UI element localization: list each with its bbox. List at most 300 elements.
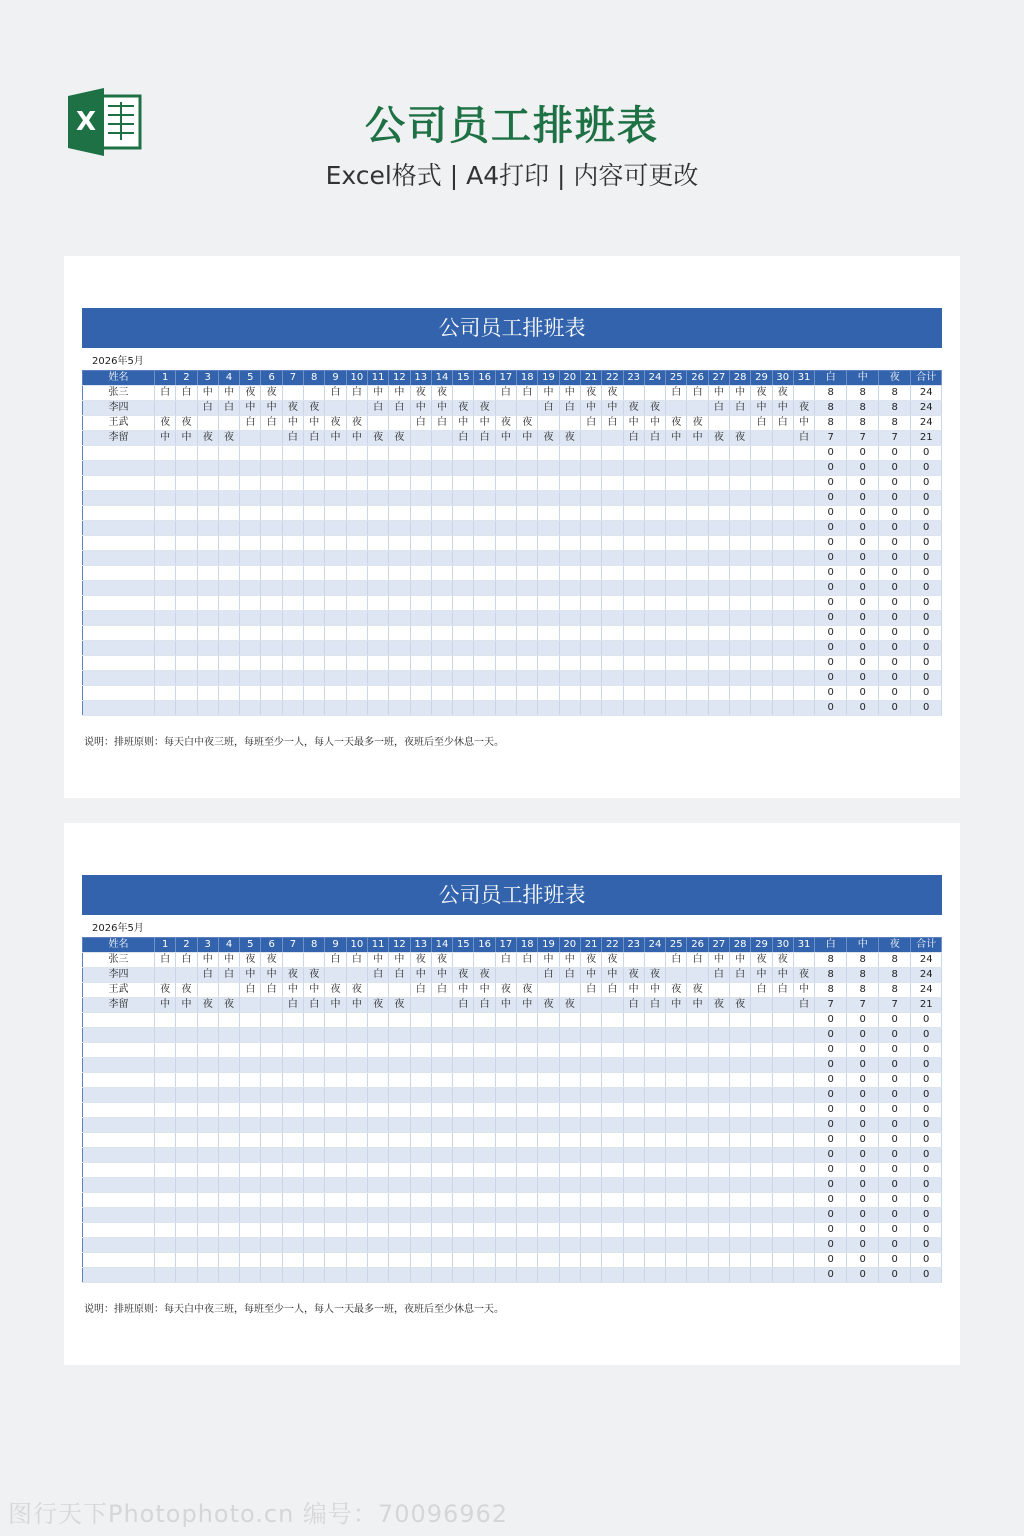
table-cell: [240, 461, 261, 476]
table-row: [83, 968, 942, 983]
total-cell: 0: [847, 1013, 879, 1028]
table-cell: [367, 1103, 388, 1118]
table-cell: [240, 581, 261, 596]
table-cell: [730, 1103, 751, 1118]
table-cell: [580, 1208, 601, 1223]
column-header: 姓名: [83, 938, 155, 953]
table-cell: [282, 476, 303, 491]
table-cell: [559, 476, 580, 491]
table-cell: [623, 506, 644, 521]
table-cell: [282, 1253, 303, 1268]
table-cell: [538, 1148, 559, 1163]
table-cell: [367, 1223, 388, 1238]
table-cell: [772, 626, 793, 641]
table-cell: [666, 641, 687, 656]
table-cell: [580, 431, 601, 446]
table-cell: 夜: [282, 968, 303, 983]
table-cell: [644, 1148, 665, 1163]
table-cell: [623, 1043, 644, 1058]
table-cell: 8: [815, 416, 847, 431]
table-cell: [559, 686, 580, 701]
table-cell: [304, 1148, 325, 1163]
table-cell: [389, 491, 410, 506]
table-cell: [495, 1223, 516, 1238]
table-cell: [304, 476, 325, 491]
table-cell: [325, 566, 346, 581]
table-cell: [410, 1133, 431, 1148]
table-cell: [218, 641, 239, 656]
total-cell: 0: [815, 491, 847, 506]
table-cell: 白: [453, 431, 474, 446]
table-cell: [453, 1238, 474, 1253]
table-cell: [410, 626, 431, 641]
table-cell: 8: [815, 983, 847, 998]
table-cell: [730, 1058, 751, 1073]
table-cell: [197, 551, 218, 566]
table-cell: [623, 1118, 644, 1133]
table-cell: [431, 626, 452, 641]
table-cell: [83, 1073, 155, 1088]
table-cell: [751, 491, 772, 506]
table-header-row: [83, 938, 942, 953]
employee-name-cell: 张三: [83, 953, 155, 968]
table-cell: [602, 611, 623, 626]
table-cell: [240, 626, 261, 641]
table-cell: 8: [879, 968, 911, 983]
table-cell: [346, 1088, 367, 1103]
table-cell: [644, 1088, 665, 1103]
table-cell: [83, 476, 155, 491]
table-cell: [367, 1253, 388, 1268]
table-cell: [176, 1118, 197, 1133]
table-cell: [772, 1193, 793, 1208]
table-cell: [666, 1073, 687, 1088]
table-cell: [623, 1133, 644, 1148]
table-cell: [83, 1163, 155, 1178]
column-header: 15: [453, 371, 474, 386]
total-cell: 0: [847, 1223, 879, 1238]
table-cell: [176, 641, 197, 656]
table-cell: [367, 566, 388, 581]
table-cell: [517, 1028, 538, 1043]
total-cell: 0: [911, 1088, 942, 1103]
table-cell: [367, 656, 388, 671]
table-cell: [282, 701, 303, 716]
table-cell: [346, 1043, 367, 1058]
table-cell: [389, 521, 410, 536]
table-cell: [793, 536, 814, 551]
column-header: 15: [453, 938, 474, 953]
table-cell: [218, 1133, 239, 1148]
table-cell: [644, 446, 665, 461]
table-cell: [666, 1223, 687, 1238]
column-header: 20: [559, 938, 580, 953]
table-cell: [155, 1058, 176, 1073]
table-cell: [282, 1028, 303, 1043]
table-cell: [325, 1013, 346, 1028]
table-cell: 白: [751, 416, 772, 431]
table-cell: [730, 551, 751, 566]
column-header: 1: [155, 938, 176, 953]
column-header: 9: [325, 938, 346, 953]
column-header: 25: [666, 938, 687, 953]
table-cell: [559, 611, 580, 626]
table-cell: [559, 581, 580, 596]
total-cell: 0: [815, 1043, 847, 1058]
table-cell: [453, 596, 474, 611]
table-cell: [580, 1028, 601, 1043]
table-cell: [495, 968, 516, 983]
column-header: 5: [240, 938, 261, 953]
table-cell: 中: [453, 416, 474, 431]
column-header: 20: [559, 371, 580, 386]
table-cell: 8: [879, 386, 911, 401]
table-cell: [623, 686, 644, 701]
table-cell: 夜: [453, 401, 474, 416]
sheet-banner: 公司员工排班表: [82, 875, 942, 915]
table-cell: 白: [580, 983, 601, 998]
table-cell: [602, 1163, 623, 1178]
table-cell: 中: [644, 416, 665, 431]
table-cell: [559, 536, 580, 551]
total-cell: 0: [879, 1253, 911, 1268]
schedule-table: [82, 370, 942, 716]
table-cell: [346, 581, 367, 596]
table-cell: [410, 1193, 431, 1208]
table-cell: [261, 1163, 282, 1178]
table-cell: [453, 1253, 474, 1268]
table-cell: [730, 1163, 751, 1178]
table-cell: [176, 521, 197, 536]
table-cell: [83, 581, 155, 596]
table-cell: [495, 626, 516, 641]
table-cell: [580, 461, 601, 476]
table-cell: [730, 1223, 751, 1238]
table-cell: [772, 431, 793, 446]
table-cell: 中: [730, 953, 751, 968]
table-cell: [389, 1028, 410, 1043]
table-cell: [83, 566, 155, 581]
table-cell: [644, 1238, 665, 1253]
table-cell: [602, 1073, 623, 1088]
table-cell: [367, 983, 388, 998]
column-header: 31: [793, 938, 814, 953]
table-cell: 夜: [304, 401, 325, 416]
table-cell: [687, 1058, 708, 1073]
table-cell: [197, 491, 218, 506]
table-row: [83, 1073, 942, 1088]
table-cell: [261, 1223, 282, 1238]
table-cell: [282, 1163, 303, 1178]
table-cell: [240, 431, 261, 446]
table-cell: [176, 626, 197, 641]
table-cell: [474, 1088, 495, 1103]
table-cell: [218, 1073, 239, 1088]
table-cell: [325, 536, 346, 551]
table-cell: [346, 626, 367, 641]
table-cell: [261, 596, 282, 611]
table-cell: 中: [367, 953, 388, 968]
table-cell: 夜: [346, 983, 367, 998]
table-cell: [559, 656, 580, 671]
table-cell: [644, 1223, 665, 1238]
table-cell: [176, 671, 197, 686]
table-cell: [751, 476, 772, 491]
table-cell: [623, 581, 644, 596]
table-cell: [240, 1088, 261, 1103]
table-cell: [453, 701, 474, 716]
table-cell: [83, 1118, 155, 1133]
table-cell: [453, 1103, 474, 1118]
table-cell: [666, 401, 687, 416]
table-cell: [623, 1223, 644, 1238]
table-cell: [155, 641, 176, 656]
table-cell: [197, 446, 218, 461]
table-cell: [751, 566, 772, 581]
table-cell: [389, 1133, 410, 1148]
total-cell: 0: [847, 1028, 879, 1043]
table-cell: [602, 581, 623, 596]
table-cell: [410, 566, 431, 581]
table-cell: [666, 506, 687, 521]
table-cell: [240, 1148, 261, 1163]
table-cell: [197, 1163, 218, 1178]
table-cell: [708, 596, 729, 611]
table-cell: [453, 476, 474, 491]
table-cell: [367, 446, 388, 461]
table-cell: [83, 596, 155, 611]
table-cell: [495, 1268, 516, 1283]
column-header: 17: [495, 371, 516, 386]
table-cell: [261, 1178, 282, 1193]
total-cell: 0: [879, 686, 911, 701]
table-cell: [559, 416, 580, 431]
table-cell: [580, 1088, 601, 1103]
table-cell: [644, 386, 665, 401]
total-cell: 0: [879, 656, 911, 671]
table-cell: [559, 1253, 580, 1268]
table-cell: [218, 596, 239, 611]
column-header: 24: [644, 371, 665, 386]
total-cell: 0: [879, 1193, 911, 1208]
table-cell: [559, 1208, 580, 1223]
total-cell: 0: [815, 656, 847, 671]
table-cell: [602, 431, 623, 446]
table-cell: [559, 1013, 580, 1028]
table-cell: [431, 1088, 452, 1103]
total-cell: 0: [815, 641, 847, 656]
table-cell: [325, 1163, 346, 1178]
table-cell: [261, 1058, 282, 1073]
total-cell: 0: [847, 686, 879, 701]
table-cell: [453, 1073, 474, 1088]
table-cell: 夜: [538, 998, 559, 1013]
table-cell: 中: [708, 953, 729, 968]
table-cell: [83, 536, 155, 551]
table-cell: [538, 566, 559, 581]
table-cell: [218, 1088, 239, 1103]
total-cell: 0: [879, 446, 911, 461]
table-cell: [346, 1163, 367, 1178]
table-cell: [687, 1253, 708, 1268]
table-cell: 白: [580, 416, 601, 431]
table-row: [83, 461, 942, 476]
column-header: 13: [410, 371, 431, 386]
table-cell: [197, 1013, 218, 1028]
table-cell: [282, 1148, 303, 1163]
table-cell: [644, 701, 665, 716]
table-cell: [325, 596, 346, 611]
total-cell: 0: [847, 551, 879, 566]
table-cell: 24: [911, 983, 942, 998]
table-cell: [772, 1268, 793, 1283]
table-cell: 白: [389, 401, 410, 416]
table-cell: [644, 1118, 665, 1133]
table-cell: [197, 686, 218, 701]
table-cell: [346, 1103, 367, 1118]
table-cell: [389, 461, 410, 476]
table-cell: [346, 506, 367, 521]
table-cell: [431, 701, 452, 716]
column-header: 11: [367, 371, 388, 386]
table-cell: [538, 611, 559, 626]
table-cell: [367, 491, 388, 506]
table-cell: [431, 1148, 452, 1163]
table-cell: [559, 1118, 580, 1133]
table-cell: [644, 476, 665, 491]
column-header: 4: [218, 371, 239, 386]
table-cell: [730, 461, 751, 476]
table-cell: [751, 581, 772, 596]
table-cell: [474, 611, 495, 626]
table-cell: [155, 1073, 176, 1088]
table-cell: [538, 491, 559, 506]
table-cell: [83, 1178, 155, 1193]
table-cell: [580, 1118, 601, 1133]
table-cell: [666, 1193, 687, 1208]
table-cell: [176, 1238, 197, 1253]
table-cell: [346, 1133, 367, 1148]
total-cell: 0: [879, 1208, 911, 1223]
table-cell: [155, 581, 176, 596]
total-cell: 0: [879, 1163, 911, 1178]
column-header: 26: [687, 371, 708, 386]
table-cell: [410, 551, 431, 566]
table-cell: [176, 581, 197, 596]
table-cell: [155, 968, 176, 983]
table-cell: [751, 446, 772, 461]
table-cell: [517, 1223, 538, 1238]
table-cell: 夜: [623, 401, 644, 416]
table-cell: [793, 1238, 814, 1253]
table-cell: [623, 626, 644, 641]
table-cell: [495, 566, 516, 581]
table-cell: [772, 446, 793, 461]
table-cell: [304, 566, 325, 581]
total-cell: 0: [879, 1103, 911, 1118]
table-cell: [538, 581, 559, 596]
table-cell: [240, 1208, 261, 1223]
table-cell: [538, 1238, 559, 1253]
table-cell: 8: [815, 953, 847, 968]
table-cell: [453, 1208, 474, 1223]
table-cell: 夜: [580, 386, 601, 401]
total-cell: 0: [815, 1178, 847, 1193]
table-cell: [751, 1193, 772, 1208]
table-cell: 白: [410, 983, 431, 998]
table-cell: [580, 506, 601, 521]
table-cell: [240, 536, 261, 551]
table-cell: [666, 968, 687, 983]
table-cell: 白: [730, 968, 751, 983]
column-header: 姓名: [83, 371, 155, 386]
column-header: 30: [772, 371, 793, 386]
table-row: [83, 998, 942, 1013]
table-row: [83, 656, 942, 671]
table-cell: [517, 1238, 538, 1253]
table-cell: [687, 626, 708, 641]
table-cell: [304, 1118, 325, 1133]
table-cell: [431, 461, 452, 476]
table-cell: [580, 536, 601, 551]
table-cell: [559, 1058, 580, 1073]
table-cell: [431, 551, 452, 566]
table-cell: [367, 1028, 388, 1043]
table-cell: [772, 1103, 793, 1118]
column-header: 合计: [911, 371, 942, 386]
table-cell: 21: [911, 431, 942, 446]
total-cell: 0: [815, 596, 847, 611]
table-cell: [304, 1043, 325, 1058]
column-header: 4: [218, 938, 239, 953]
table-cell: [197, 1268, 218, 1283]
table-cell: [261, 998, 282, 1013]
table-cell: 中: [410, 401, 431, 416]
table-cell: 8: [847, 968, 879, 983]
total-cell: 0: [911, 686, 942, 701]
column-header: 8: [304, 371, 325, 386]
table-cell: [389, 506, 410, 521]
table-cell: [325, 1118, 346, 1133]
table-cell: [218, 656, 239, 671]
table-cell: [389, 551, 410, 566]
table-cell: 中: [559, 386, 580, 401]
table-cell: 白: [602, 416, 623, 431]
table-cell: [282, 953, 303, 968]
table-cell: [687, 1133, 708, 1148]
table-cell: [325, 1133, 346, 1148]
table-cell: 中: [538, 953, 559, 968]
table-cell: [730, 521, 751, 536]
table-cell: [793, 476, 814, 491]
table-cell: [83, 446, 155, 461]
employee-name-cell: 张三: [83, 386, 155, 401]
table-cell: [176, 446, 197, 461]
table-row: [83, 1043, 942, 1058]
table-cell: [218, 446, 239, 461]
table-cell: [304, 701, 325, 716]
table-cell: [197, 656, 218, 671]
table-cell: [495, 641, 516, 656]
table-cell: [431, 506, 452, 521]
table-cell: [538, 446, 559, 461]
table-cell: [218, 1043, 239, 1058]
table-cell: [474, 671, 495, 686]
total-cell: 0: [815, 1163, 847, 1178]
column-header: 24: [644, 938, 665, 953]
column-header: 白: [815, 371, 847, 386]
table-cell: [751, 671, 772, 686]
